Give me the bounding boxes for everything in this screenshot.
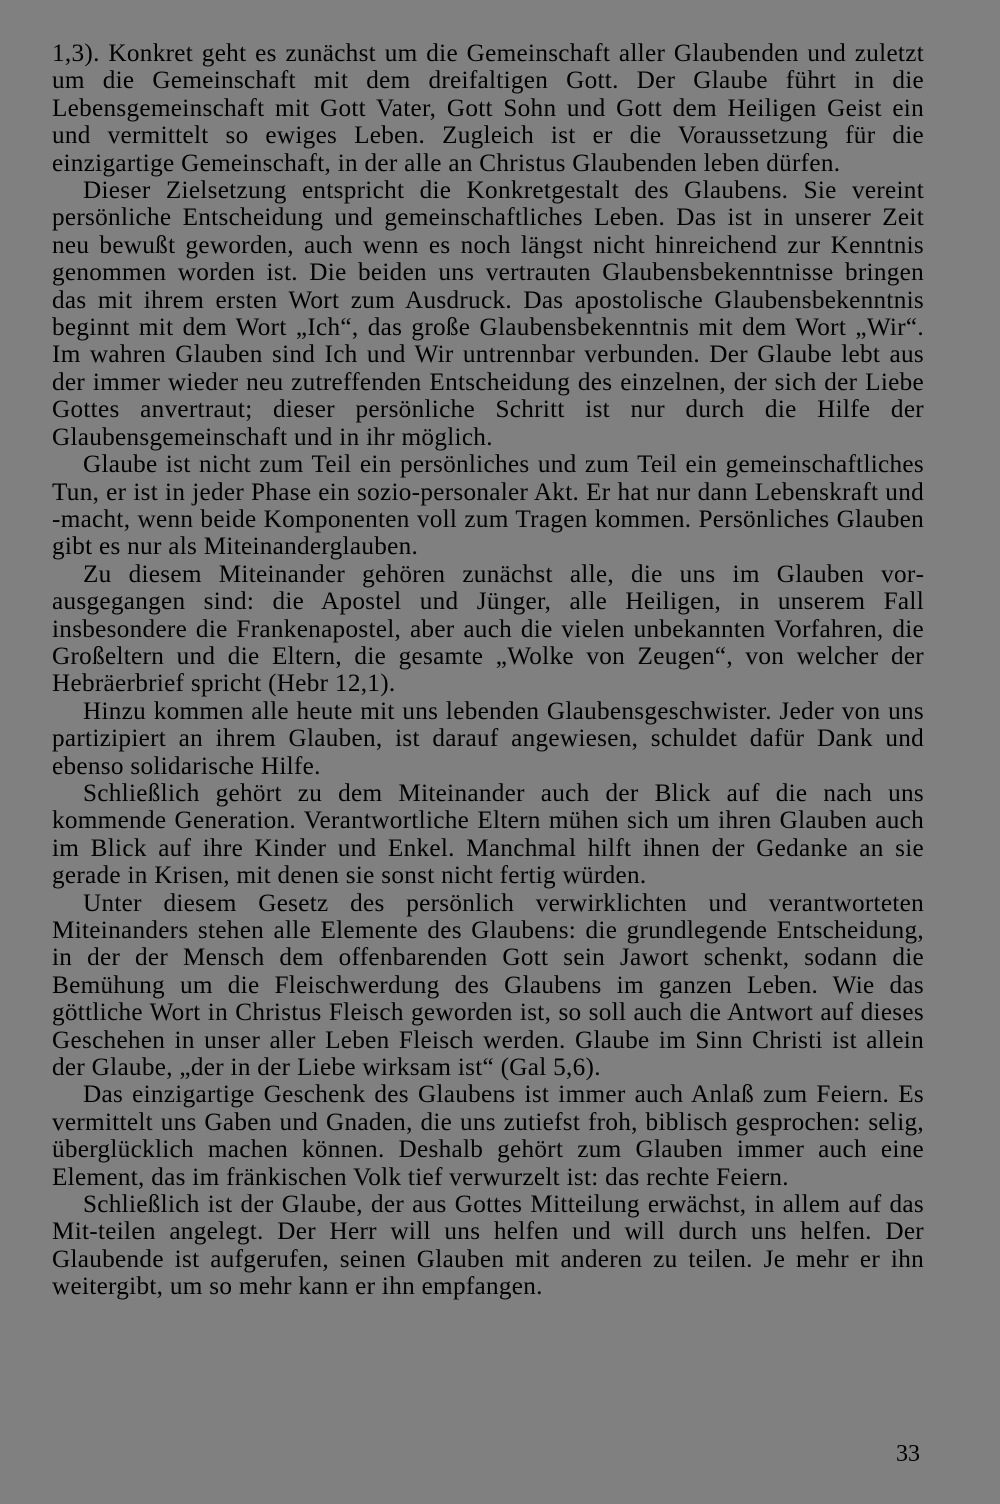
paragraph-9: Schließlich ist der Glaube, der aus Gottes Mitteilung erwächst, in allem auf das Mit-teilen angelegt. Der Herr will uns helfen und will durch uns helfen. Der Glaubende ist aufgerufen, seinen Glauben mit anderen zu teilen. Je mehr er ihn weitergibt, um so mehr kann er ihn empfangen. xyxy=(52,1191,924,1301)
paragraph-7: Unter diesem Gesetz des persönlich verwirklichten und verantworteten Miteinanders stehen alle Elemente des Glaubens: die grundlegende Entscheidung, in der der Mensch dem offenbarenden Gott sein Jawort schenkt, sodann die Bemühung um die Fleischwerdung des Glaubens im ganzen Leben. Wie das göttliche Wort in Christus Fleisch geworden ist, so soll auch die Antwort auf dieses Geschehen in unser aller Leben Fleisch werden. Glaube im Sinn Christi ist allein der Glaube, „der in der Liebe wirksam ist“ (Gal 5,6). xyxy=(52,889,924,1082)
paragraph-4: Zu diesem Miteinander gehören zunächst alle, die uns im Glauben vorausgegangen sind: die Apostel und Jünger, alle Heiligen, in unserem Fall insbesondere die Frankenapostel, aber auch die vielen unbekannten Vorfahren, die Großeltern und die Eltern, die gesamte „Wolke von Zeugen“, von welcher der Hebräerbrief spricht (Hebr 12,1). xyxy=(52,560,924,698)
body-text xyxy=(52,40,924,1301)
paragraph-2: Dieser Zielsetzung entspricht die Konkretgestalt des Glaubens. Sie vereint persönliche Entscheidung und gemeinschaftliches Leben. Das ist in unserer Zeit neu bewußt geworden, auch wenn es noch längst nicht hinreichend zur Kenntnis genommen worden ist. Die beiden uns vertrauten Glaubensbekenntnisse bringen das mit ihrem ersten Wort zum Ausdruck. Das apostolische Glaubensbekenntnis beginnt mit dem Wort „Ich“, das große Glaubensbekenntnis mit dem Wort „Wir“. Im wahren Glauben sind Ich und Wir untrennbar verbunden. Der Glaube lebt aus der immer wieder neu zutreffenden Entscheidung des einzelnen, der sich der Liebe Gottes anvertraut; dieser persönliche Schritt ist nur durch die Hilfe der Glaubensgemeinschaft und in ihr möglich. xyxy=(52,177,924,451)
paragraph-5: Hinzu kommen alle heute mit uns lebenden Glaubensgeschwister. Jeder von uns partizipiert an ihrem Glauben, ist darauf angewiesen, schuldet dafür Dank und ebenso solidarische Hilfe. xyxy=(52,697,924,780)
paragraph-3: Glaube ist nicht zum Teil ein persönliches und zum Teil ein gemeinschaftliches Tun, er ist in jeder Phase ein sozio-personaler Akt. Er hat nur dann Lebenskraft und -macht, wenn beide Komponenten voll zum Tragen kommen. Persönliches Glauben gibt es nur als Miteinanderglauben. xyxy=(52,451,924,561)
paragraph-6: Schließlich gehört zu dem Miteinander auch der Blick auf die nach uns kommende Generation. Verantwortliche Eltern mühen sich um ihren Glauben auch im Blick auf ihre Kinder und Enkel. Manchmal hilft ihnen der Gedanke an sie gerade in Krisen, mit denen sie sonst nicht fertig würden. xyxy=(52,779,924,890)
paragraph-8: Das einzigartige Geschenk des Glaubens ist immer auch Anlaß zum Feiern. Es vermittelt uns Gaben und Gnaden, die uns zutiefst froh, biblisch gesprochen: selig, überglücklich machen können. Deshalb gehört zum Glauben immer auch eine Element, das im fränkischen Volk tief verwurzelt ist: das rechte Feiern. xyxy=(52,1081,924,1191)
paragraph-1: 1,3). Konkret geht es zunächst um die Gemeinschaft aller Glaubenden und zuletzt um die Gemeinschaft mit dem dreifaltigen Gott. Der Glaube führt in die Lebensgemeinschaft mit Gott Vater, Gott Sohn und Gott dem Heiligen Geist ein und vermittelt so ewiges Leben. Zugleich ist er die Voraussetzung für die einzigartige Gemeinschaft, in der alle an Christus Glaubenden leben dürfen. xyxy=(52,40,924,177)
page-number: 33 xyxy=(896,1441,920,1467)
